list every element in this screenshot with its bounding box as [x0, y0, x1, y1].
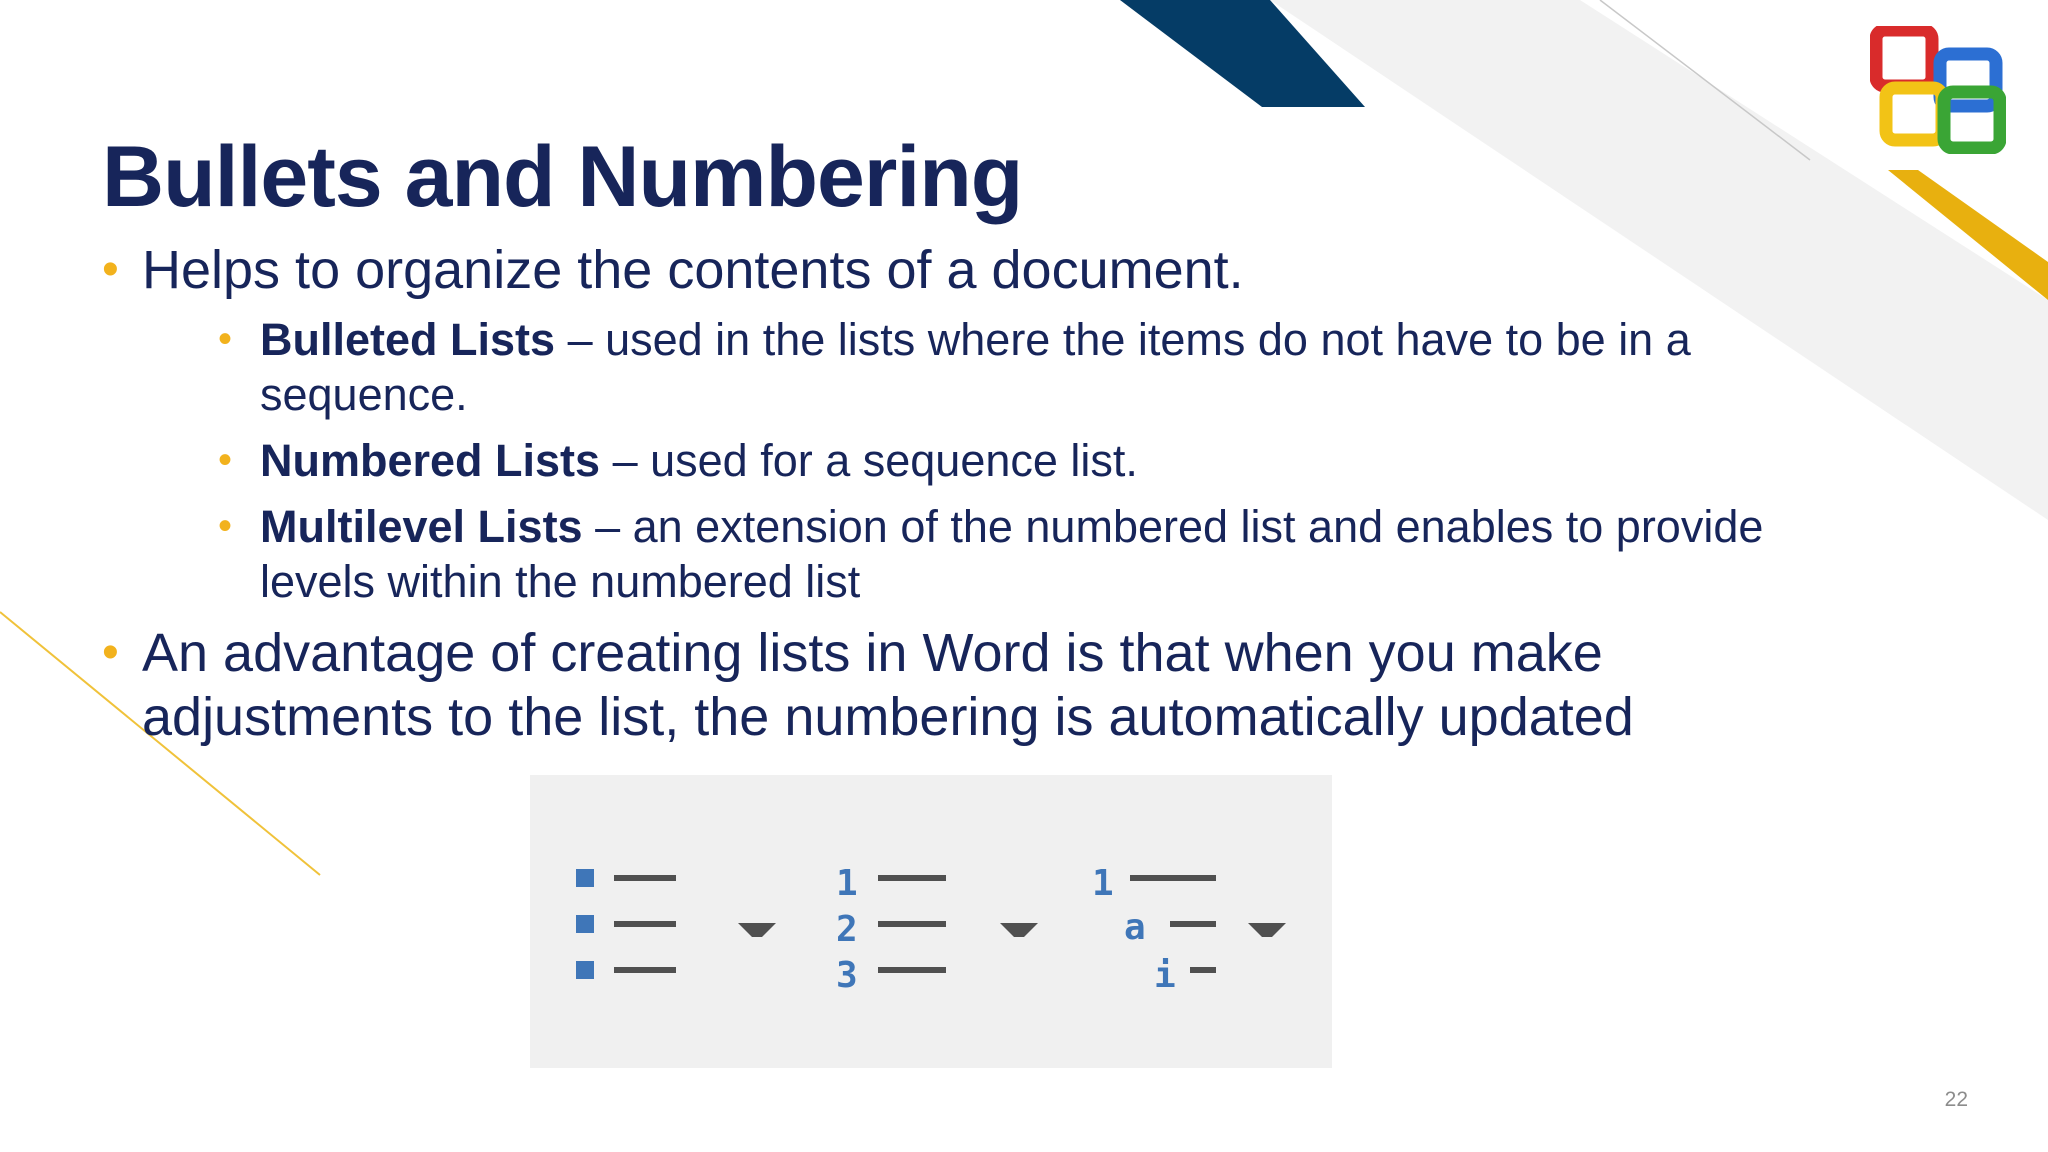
dropdown-arrow-icon [1000, 923, 1038, 937]
dropdown-arrow-icon [1248, 923, 1286, 937]
sub-bullet-item [218, 312, 1852, 422]
sub-bullet-term: Numbered Lists [260, 435, 601, 486]
bullet-list [102, 238, 1852, 749]
sub-bullet-text: – an extension of the numbered list and enables to provide levels within the numbered list [260, 501, 1764, 607]
sub-bullet-term: Multilevel Lists [260, 501, 583, 552]
sub-bullet-text: – used for a sequence list. [600, 435, 1138, 486]
dropdown-arrow-icon [738, 923, 776, 937]
bullet-text: Helps to organize the contents of a document. [142, 240, 1244, 300]
sub-bullet-list [142, 312, 1852, 609]
sub-bullet-term: Bulleted Lists [260, 314, 556, 365]
page-number: 22 [1944, 1088, 1968, 1111]
bullet-list-icon [576, 869, 676, 979]
sub-bullet-text: – used in the lists where the items do not have to be in a sequence. [260, 314, 1691, 420]
sub-bullet-item [218, 499, 1852, 609]
bullets-button[interactable] [576, 869, 776, 979]
list-number: 3 [836, 955, 858, 996]
multilevel-list-icon [1092, 863, 1176, 996]
list-marker: a [1124, 907, 1146, 948]
list-number: 1 [836, 863, 858, 904]
slide-title: Bullets and Numbering [102, 129, 1023, 225]
list-marker: 1 [1092, 863, 1114, 904]
list-number: 2 [836, 909, 858, 950]
list-buttons-image [530, 775, 1332, 1068]
list-buttons-svg [530, 775, 1332, 1068]
office-logo [1870, 26, 2006, 154]
list-marker: i [1154, 955, 1176, 996]
sub-bullet-item [218, 433, 1852, 488]
bullet-item [102, 621, 1852, 749]
numbered-list-icon [836, 863, 858, 996]
bullet-text: An advantage of creating lists in Word is that when you make adjustments to the list, the numbering is automatically updated [142, 623, 1634, 747]
bullet-item [102, 238, 1852, 609]
numbering-button[interactable] [836, 863, 1038, 996]
multilevel-list-button[interactable] [1092, 863, 1286, 996]
